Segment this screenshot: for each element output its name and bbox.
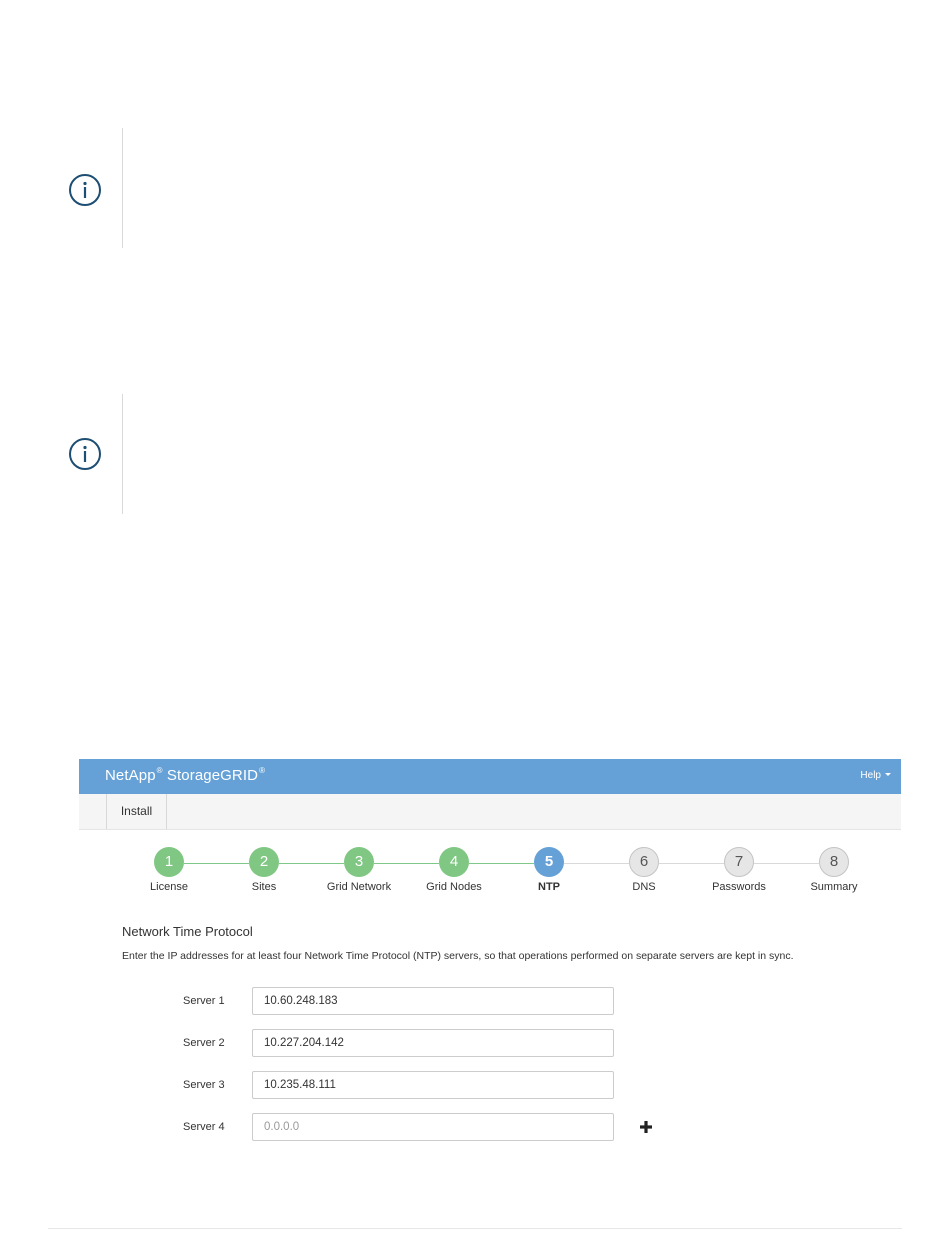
tab-install[interactable]: Install xyxy=(107,794,167,829)
wizard-step-sites[interactable] xyxy=(219,847,309,893)
step-number: 1 xyxy=(154,847,184,877)
step-label: NTP xyxy=(538,881,560,893)
wizard-step-grid-nodes[interactable] xyxy=(409,847,499,893)
step-label: DNS xyxy=(632,881,656,893)
note-divider xyxy=(122,128,123,248)
server-4-input[interactable] xyxy=(252,1113,614,1141)
section-description: Enter the IP addresses for at least four Network Time Protocol (NTP) servers, so that operations performed on separate servers are kept in sync. xyxy=(122,950,794,962)
step-number: 8 xyxy=(819,847,849,877)
wizard-step-ntp[interactable] xyxy=(504,847,594,893)
server-label: Server 3 xyxy=(183,1079,225,1091)
step-number: 7 xyxy=(724,847,754,877)
brand-product: StorageGRID xyxy=(166,767,259,784)
step-number: 2 xyxy=(249,847,279,877)
help-label: Help xyxy=(860,770,881,781)
wizard-step-passwords[interactable] xyxy=(694,847,784,893)
registered-mark: ® xyxy=(259,766,266,775)
info-circle-icon xyxy=(68,173,102,207)
nav-spacer xyxy=(79,794,107,829)
step-number: 5 xyxy=(534,847,564,877)
info-circle-icon xyxy=(68,437,102,471)
note-divider xyxy=(122,394,123,514)
server-row-2 xyxy=(79,1029,901,1059)
nav-bar xyxy=(79,794,901,830)
info-note-1 xyxy=(48,128,868,248)
top-bar xyxy=(79,759,901,794)
server-2-input[interactable] xyxy=(252,1029,614,1057)
help-menu[interactable] xyxy=(860,770,891,781)
step-label: Summary xyxy=(810,881,858,893)
server-label: Server 2 xyxy=(183,1037,225,1049)
server-label: Server 4 xyxy=(183,1121,225,1133)
info-note-2 xyxy=(48,394,868,514)
server-1-input[interactable] xyxy=(252,987,614,1015)
step-label: License xyxy=(150,881,188,893)
storagegrid-installer xyxy=(79,759,901,1159)
server-row-3 xyxy=(79,1071,901,1101)
step-number: 4 xyxy=(439,847,469,877)
brand-logo xyxy=(105,766,265,784)
step-label: Grid Network xyxy=(326,881,392,893)
server-label: Server 1 xyxy=(183,995,225,1007)
server-3-input[interactable] xyxy=(252,1071,614,1099)
page-footer-divider xyxy=(48,1228,902,1229)
wizard-step-dns[interactable] xyxy=(599,847,689,893)
step-label: Passwords xyxy=(712,881,766,893)
server-row-4 xyxy=(79,1113,901,1143)
wizard-progress xyxy=(79,847,901,895)
wizard-step-license[interactable] xyxy=(124,847,214,893)
registered-mark: ® xyxy=(156,766,163,775)
step-label: Grid Nodes xyxy=(426,881,482,893)
brand-netapp: NetApp xyxy=(105,767,156,784)
step-number: 3 xyxy=(344,847,374,877)
step-label: Sites xyxy=(251,881,277,893)
step-number: 6 xyxy=(629,847,659,877)
plus-icon[interactable] xyxy=(640,1121,652,1133)
server-row-1 xyxy=(79,987,901,1017)
wizard-step-grid-network[interactable] xyxy=(314,847,404,893)
wizard-step-summary[interactable] xyxy=(789,847,879,893)
section-title: Network Time Protocol xyxy=(122,924,253,939)
caret-down-icon xyxy=(885,773,891,776)
